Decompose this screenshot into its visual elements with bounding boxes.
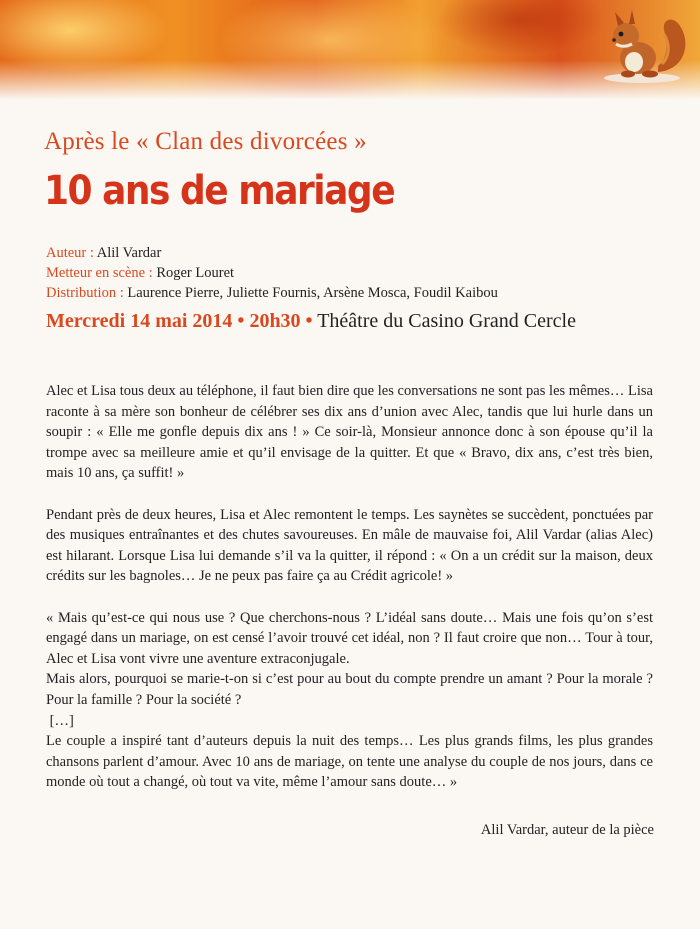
credit-value: Laurence Pierre, Juliette Fournis, Arsène Mosca, Foudil Kaibou [127,285,498,301]
paragraph: « Mais qu’est-ce qui nous use ? Que cherchons-nous ? L’idéal sans doute… Mais une fois qu’on s’est engagé dans un mariage, on est censé l’avoir trouvé cet idéal, non ? Il faut croire que non… Tour à tour, Alec et Lisa vont vivre une aventure extraconjugale. [46,609,653,667]
credits-block [46,243,498,303]
credit-label: Metteur en scène : [46,265,153,281]
signature: Alil Vardar, auteur de la pièce [480,822,654,838]
credit-cast [46,283,498,303]
credit-label: Auteur : [46,245,94,261]
orange-banner [0,0,700,100]
credit-author [46,243,498,263]
event-venue: Théâtre du Casino Grand Cercle [317,310,576,332]
ellipsis-line: […] [46,712,74,729]
credit-label: Distribution : [46,285,124,301]
page-title: 10 ans de mariage [44,168,395,214]
credit-director [46,263,498,283]
paragraph: Mais alors, pourquoi se marie-t-on si c’est pour au bout du compte prendre un amant ? Pour la morale ? Pour la famille ? Pour la société ? [46,671,653,708]
credit-value: Alil Vardar [96,245,162,261]
event-date-time: Mercredi 14 mai 2014 • 20h30 • [46,310,313,332]
subtitle: Après le « Clan des divorcées » [44,128,367,155]
article-body [46,381,653,793]
squirrel-icon [598,4,694,84]
paragraph: Le couple a inspiré tant d’auteurs depuis la nuit des temps… Les plus grands films, les plus grandes chansons parlent d’amour. Avec 10 ans de mariage, on tente une analyse du couple de nos jours, dans ce monde où tout a changé, où tout va vite, même l’amour sans doute… » [46,733,653,791]
paragraph: Pendant près de deux heures, Lisa et Alec remontent le temps. Les saynètes se succèdent, ponctuées par des musiques entraînantes et des chutes savoureuses. En mâle de mauvaise foi, Alil Vardar (alias Alec) est hilarant. Lorsque Lisa lui demande s’il va la quitter, il répond : « On a un crédit sur la maison, deux crédits sur les bagnoles… Je ne peux pas faire ça au Crédit agricole! » [46,506,653,585]
credit-value: Roger Louret [156,265,235,281]
paragraph: Alec et Lisa tous deux au téléphone, il faut bien dire que les conversations ne sont pas les mêmes… Lisa raconte à sa mère son bonheur de célébrer ses dix ans d’union avec Alec, tandis que lui hurle dans un soupir : « Elle me gonfle depuis dix ans ! » Ce soir-là, Monsieur annonce donc à son épouse qu’il la trompe avec sa meilleure amie et qu’il envisage de la quitter. Et que « Bravo, dix ans, c’est très bien, mais 10 ans, ça suffit! » [46,383,653,482]
event-dateline [46,310,576,333]
